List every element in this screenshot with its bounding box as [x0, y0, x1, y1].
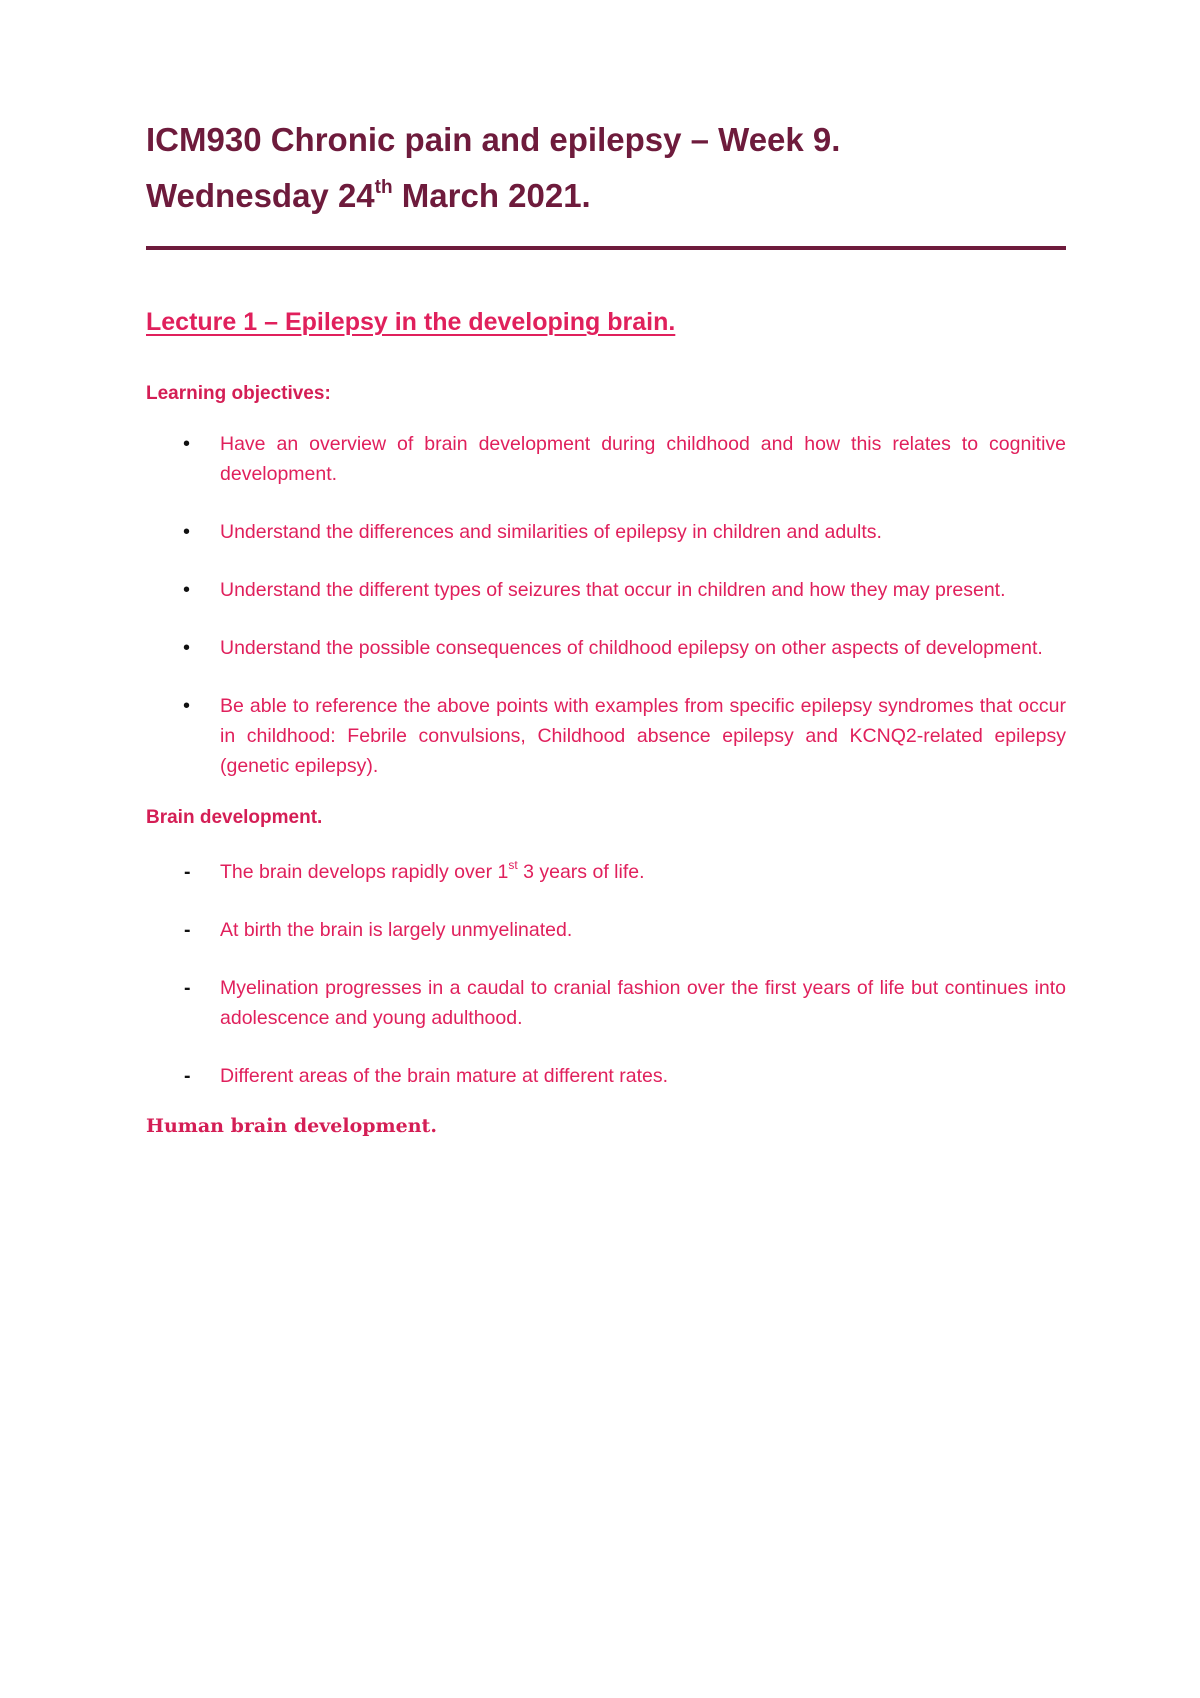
- bullet-marker: •: [183, 521, 191, 543]
- objectives-heading: Learning objectives:: [146, 383, 331, 404]
- objective-item: [146, 517, 1066, 547]
- document-title-line-2: [146, 168, 1066, 224]
- bullet-marker: •: [183, 433, 191, 455]
- brain-point-item: [146, 1061, 1066, 1091]
- bullet-marker: •: [183, 579, 191, 601]
- objective-text: Understand the possible consequences of childhood epilepsy on other aspects of development.: [220, 637, 1043, 659]
- objective-item: [146, 633, 1066, 663]
- brain-point-text: Different areas of the brain mature at different rates.: [220, 1065, 669, 1087]
- objective-text: Have an overview of brain development during childhood and how this relates to cognitive development.: [220, 433, 1066, 485]
- dash-marker: -: [184, 919, 191, 941]
- title-date-prefix: Wednesday 24: [146, 177, 375, 214]
- page-content: [146, 112, 1066, 1139]
- title-divider: [146, 246, 1066, 250]
- brain-development-heading: Brain development.: [146, 807, 323, 828]
- brain-point-text: At birth the brain is largely unmyelinated.: [220, 919, 573, 941]
- human-brain-development-heading: Human brain development.: [146, 1115, 437, 1137]
- brain-point-item: [146, 973, 1066, 1033]
- brain-point-item: [146, 857, 1066, 887]
- objective-item: [146, 429, 1066, 489]
- objective-text: Be able to reference the above points with examples from specific epilepsy syndromes that occur in childhood: Febrile convulsions, Childhood absence epilepsy and KCNQ2-related epilepsy (genetic epilepsy).: [220, 695, 1066, 777]
- brain-point-text-suffix: 3 years of life.: [517, 861, 645, 883]
- objective-item: [146, 691, 1066, 781]
- title-date-ordinal: th: [374, 177, 393, 198]
- objectives-list: [146, 429, 1066, 781]
- dash-marker: -: [184, 1065, 191, 1087]
- document-title-line-1: ICM930 Chronic pain and epilepsy – Week 9.: [146, 121, 841, 158]
- brain-point-text: Myelination progresses in a caudal to cranial fashion over the first years of life but continues into adolescence and young adulthood.: [220, 977, 1066, 1029]
- bullet-marker: •: [183, 695, 191, 717]
- objective-item: [146, 575, 1066, 605]
- brain-point-item: [146, 915, 1066, 945]
- dash-marker: -: [184, 977, 191, 999]
- title-date-suffix: March 2021.: [392, 177, 591, 214]
- brain-point-text-prefix: The brain develops rapidly over 1: [220, 861, 509, 883]
- objective-text: Understand the differences and similarities of epilepsy in children and adults.: [220, 521, 882, 543]
- lecture-heading: Lecture 1 – Epilepsy in the developing brain.: [146, 308, 676, 336]
- objective-text: Understand the different types of seizures that occur in children and how they may present.: [220, 579, 1006, 601]
- brain-point-ordinal: st: [508, 857, 518, 872]
- bullet-marker: •: [183, 637, 191, 659]
- dash-marker: -: [184, 861, 191, 883]
- brain-development-list: [146, 857, 1066, 1091]
